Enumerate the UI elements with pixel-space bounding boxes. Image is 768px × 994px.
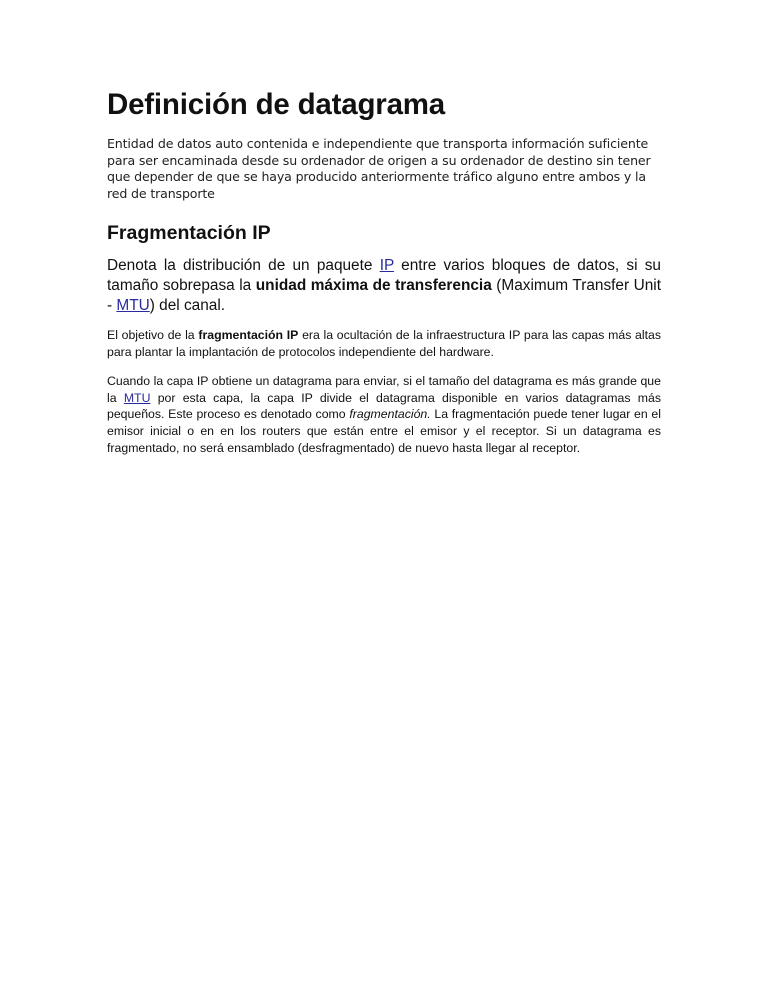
ip-link[interactable]: IP [379,257,394,274]
objective-text-2: era la ocultación de la infraestructura IP para las capas más altas para plantar la implantación de protocolos independiente del hardware. [107,328,662,359]
objective-paragraph [107,327,661,360]
lead-paragraph [107,256,661,316]
process-text-2: por esta capa, la capa IP divide el datagrama disponible en varios datagramas más pequeños. Este proceso es denotado como [107,390,661,422]
process-italic-term: fragmentación. [349,407,431,422]
process-paragraph [107,373,661,456]
mtu-link-2[interactable]: MTU [123,390,151,405]
document-content [107,86,661,469]
process-text-3: La fragmentación puede tener lugar en el emisor inicial o en en los routers que están entre el emisor y el receptor. Si un datagrama es fragmentado, no será ensamblado (desfragmentado) de nuevo hasta llegar al receptor. [107,407,661,455]
lead-text-1: Denota la distribución de un paquete [107,257,380,274]
lead-text-2: entre varios bloques de datos, si su tamaño sobrepasa la [107,257,661,294]
page-title: Definición de datagrama [107,88,446,121]
mtu-link[interactable]: MTU [116,297,150,314]
objective-text-1: El objetivo de la [107,328,199,342]
lead-bold-term: unidad máxima de transferencia [255,277,492,294]
process-text-1: Cuando la capa IP obtiene un datagrama para enviar, si el tamaño del datagrama es más grande que la [107,374,661,405]
intro-paragraph: Entidad de datos auto contenida e independiente que transporta información suficiente para ser encaminada desde su ordenador de origen a su ordenador de destino sin tener que depender de que se haya producido anteriormente tráfico alguno entre ambos y la red de transporte [107,136,651,201]
lead-text-3: (Maximum Transfer Unit - [107,277,661,314]
section-heading: Fragmentación IP [107,222,271,244]
objective-bold-term: fragmentación IP [198,328,299,342]
lead-text-4: ) del canal. [149,297,226,314]
